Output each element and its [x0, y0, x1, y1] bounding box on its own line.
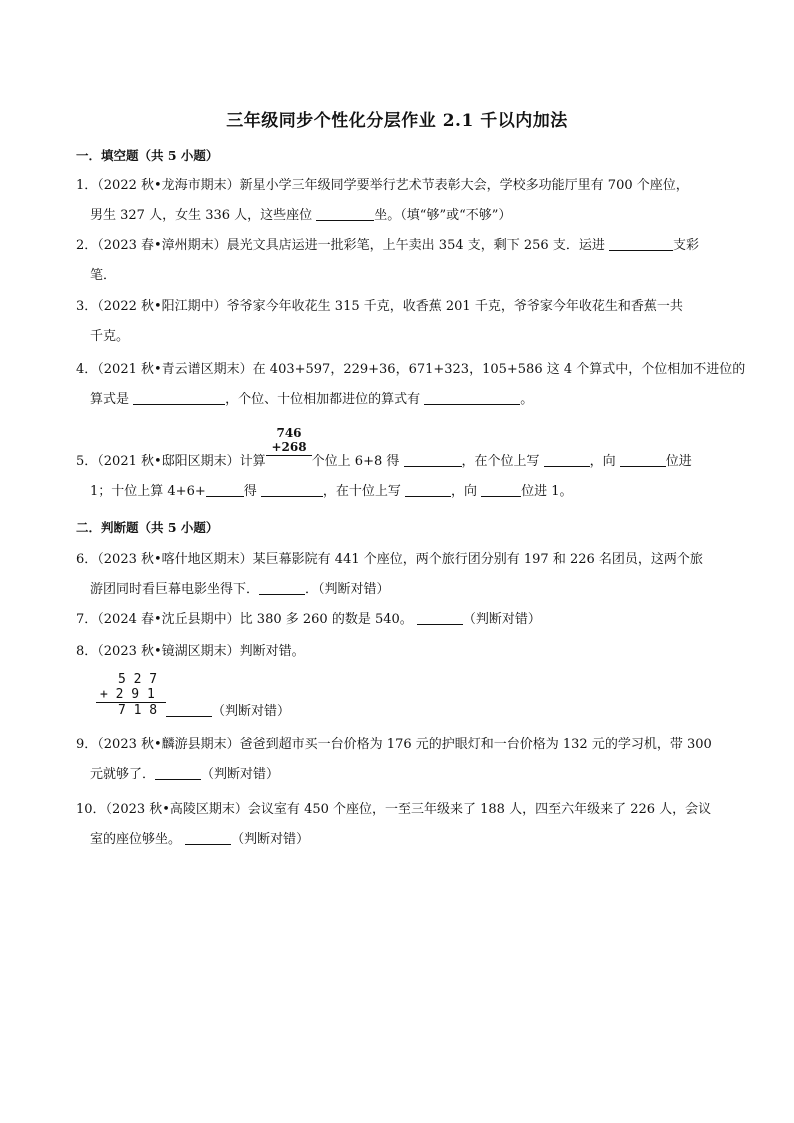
- section-fill-heading: 一．填空题（共 5 小题）: [76, 148, 219, 163]
- addend-top: 746: [276, 426, 302, 440]
- question-text: ，个位、十位相加都进位的算式有: [225, 392, 425, 407]
- question-number: 3．: [76, 299, 98, 314]
- question-text: （判断对错）: [231, 832, 310, 847]
- question-text: （2022 秋•阳江期中）爷爷家今年收花生 315 千克，收香蕉 201 千克，爷爷家今年收花生和香蕉一共: [97, 299, 683, 314]
- question-text: （2021 秋•青云谱区期末）在 403+597，229+36，671+323，105+586 这 4 个算式中，个位相加不进位的: [97, 362, 746, 377]
- question-text: 坐。（填“够”或“不够”）: [374, 208, 512, 223]
- question-text: （2023 秋•高陵区期末）会议室有 450 个座位，一至三年级来了 188 人，四至六年级来了 226 人，会议: [105, 802, 712, 817]
- question-text: （判断对错）: [462, 612, 541, 627]
- question-text: 算式是: [90, 392, 134, 407]
- question-text: 得: [243, 484, 261, 499]
- question-number: 2．: [76, 238, 98, 253]
- question-3: [76, 292, 724, 352]
- question-9: [76, 730, 724, 790]
- question-text: 笔．: [90, 268, 117, 283]
- answer-blank[interactable]: [261, 482, 323, 497]
- question-text: 室的座位够坐。: [90, 832, 186, 847]
- question-text: （2023 春•漳州期末）晨光文具店运进一批彩笔，上午卖出 354 支，剩下 256 支．运进: [97, 238, 609, 253]
- question-text: 千克。: [90, 329, 130, 344]
- answer-blank[interactable]: [609, 236, 673, 251]
- question-5: [76, 447, 724, 507]
- answer-blank[interactable]: [206, 482, 244, 497]
- answer-blank[interactable]: [316, 206, 374, 221]
- question-number: 8．: [76, 644, 98, 659]
- question-7: [76, 605, 724, 635]
- question-text: （2023 秋•麟游县期末）爸爸到超市买一台价格为 176 元的护眼灯和一台价格为 132 元的学习机，带 300: [97, 737, 712, 752]
- question-text: 个位上 6+8 得: [311, 454, 404, 469]
- answer-blank[interactable]: [166, 702, 212, 717]
- question-text: （2023 秋•喀什地区期末）某巨幕影院有 441 个座位，两个旅行团分别有 197 和 226 名团员，这两个旅: [97, 552, 703, 567]
- question-4: [76, 355, 746, 415]
- answer-blank[interactable]: [481, 482, 521, 497]
- question-8: [76, 637, 724, 667]
- question-text: ，在十位上写: [322, 484, 406, 499]
- question-text: 位进: [665, 454, 692, 469]
- answer-blank[interactable]: [404, 452, 462, 467]
- question-number: 1．: [76, 178, 98, 193]
- addend-top: 5 2 7: [118, 672, 158, 687]
- question-text: ，向: [451, 484, 482, 499]
- page-title: 三年级同步个性化分层作业 2.1 千以内加法: [226, 111, 568, 131]
- question-text: 元就够了．: [90, 767, 156, 782]
- question-text: 。: [520, 392, 534, 407]
- question-8-judge: [166, 697, 466, 727]
- question-text: 男生 327 人，女生 336 人，这些座位: [90, 208, 317, 223]
- question-number: 4．: [76, 362, 98, 377]
- vertical-addition: [96, 672, 166, 718]
- question-number: 6．: [76, 552, 98, 567]
- answer-blank[interactable]: [424, 390, 520, 405]
- section-judge-heading: 二．判断题（共 5 小题）: [76, 520, 219, 535]
- question-number: 9．: [76, 737, 98, 752]
- answer-blank[interactable]: [259, 580, 305, 595]
- question-1: [76, 171, 724, 231]
- question-6: [76, 545, 724, 605]
- question-text: （判断对错）: [201, 767, 280, 782]
- answer-blank[interactable]: [620, 452, 666, 467]
- question-text: 1；十位上算 4+6+: [90, 484, 206, 499]
- question-number: 10．: [76, 802, 106, 817]
- question-10: [76, 795, 724, 855]
- question-number: 5．: [76, 454, 98, 469]
- question-text: 支彩: [672, 238, 699, 253]
- answer-blank[interactable]: [405, 482, 451, 497]
- question-text: （2022 秋•龙海市期末）新星小学三年级同学要举行艺术节表彰大会，学校多功能厅里有 700 个座位，: [97, 178, 689, 193]
- question-number: 7．: [76, 612, 98, 627]
- answer-blank[interactable]: [185, 830, 231, 845]
- addend-bottom: + 2 9 1: [96, 687, 166, 703]
- answer-blank[interactable]: [133, 390, 225, 405]
- question-2: [76, 231, 724, 291]
- question-text: （2023 秋•镜湖区期末）判断对错。: [97, 644, 305, 659]
- question-text: （2024 春•沈丘县期中）比 380 多 260 的数是 540。: [97, 612, 417, 627]
- question-text: ，在个位上写: [461, 454, 544, 469]
- question-text: ．（判断对错）: [305, 582, 390, 597]
- answer-blank[interactable]: [544, 452, 590, 467]
- answer-blank[interactable]: [417, 610, 463, 625]
- question-text: 游团同时看巨幕电影坐得下．: [90, 582, 260, 597]
- sum-result: 7 1 8: [118, 703, 158, 718]
- question-text: （2021 秋•邸阳区期末）计算: [97, 454, 266, 469]
- question-text: （判断对错）: [212, 704, 291, 719]
- question-text: ，向: [589, 454, 620, 469]
- question-text: 位进 1。: [521, 484, 573, 499]
- addend-bottom: +268: [271, 440, 307, 454]
- answer-blank[interactable]: [155, 765, 201, 780]
